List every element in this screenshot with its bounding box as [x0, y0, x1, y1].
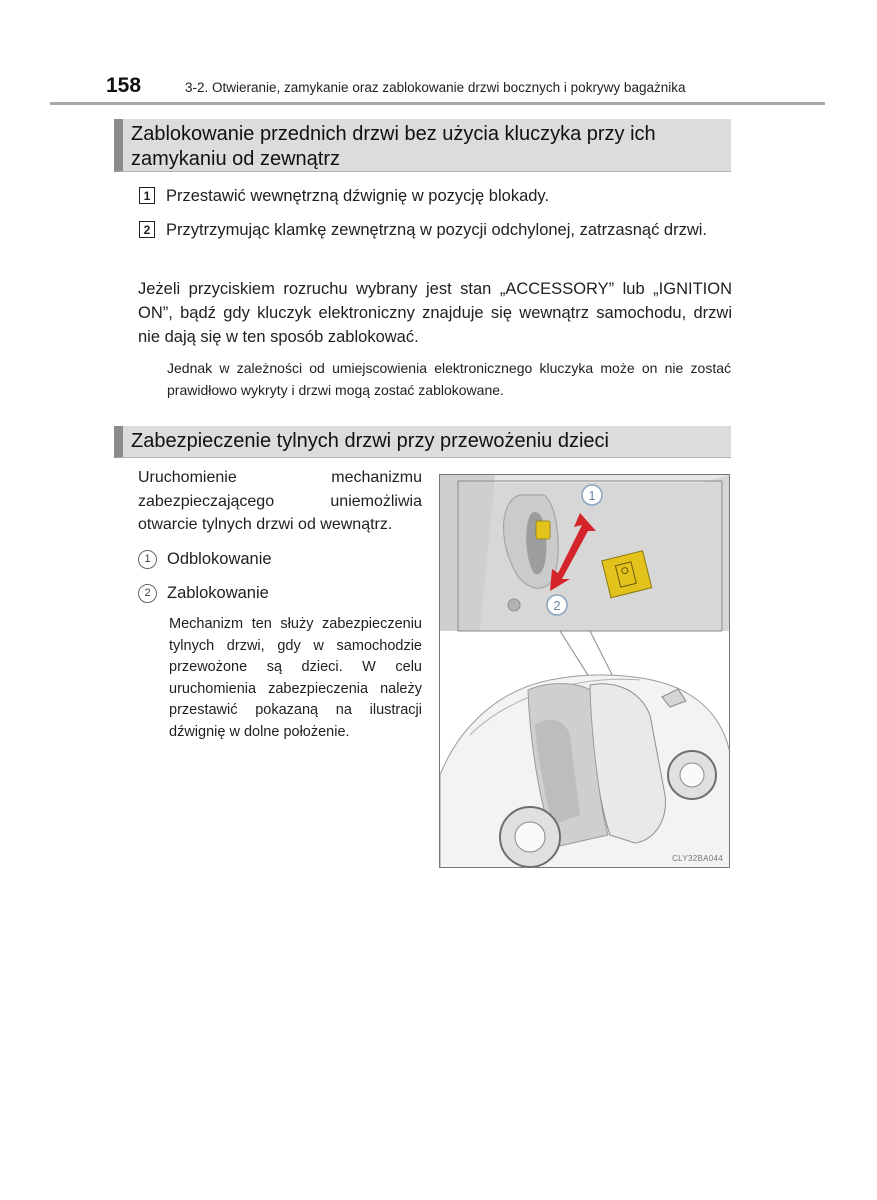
page-number: 158	[106, 74, 142, 97]
child-lock-intro: Uruchomienie mechanizmu zabezpieczającego uniemożliwia otwarcie tylnych drzwi od wewnątrz.	[138, 469, 422, 533]
circled-number: 2	[138, 584, 157, 603]
legend-label: Odblokowanie	[167, 550, 272, 568]
lock-lever	[536, 521, 550, 539]
heading-line-2: zamykaniu od zewnątrz	[131, 148, 340, 170]
header-rule	[50, 102, 825, 105]
legend-item-unlock	[138, 548, 272, 570]
child-lock-note: Mechanizm ten służy zabezpieczeniu tylnych drzwi, gdy w samochodzie przewożone są dzieci. W celu uruchomienia zabezpieczenia należy przestawić pokazaną na ilustracji dźwignię w dolne położenie.	[169, 616, 422, 740]
circled-number: 1	[138, 550, 157, 569]
callout-1: 1	[588, 488, 596, 503]
legend-label: Zablokowanie	[167, 584, 269, 602]
header-title: 3-2. Otwieranie, zamykanie oraz zablokowanie drzwi bocznych i pokrywy bagażnika	[185, 80, 686, 95]
note-paragraph: Jednak w zależności od umiejscowienia elektronicznego kluczyka może on nie zostać prawidłowo wykryty i drzwi mogą zostać zablokowane.	[167, 360, 731, 398]
warning-paragraph: Jeżeli przyciskiem rozruchu wybrany jest stan „ACCESSORY” lub „IGNITION ON”, bądź gdy kluczyk elektroniczny znajduje się wewnątrz samochodu, drzwi nie dają się w ten sposób zablokować.	[138, 280, 732, 346]
front-wheel-hub	[680, 763, 704, 787]
figure-code: CLY32BA044	[672, 854, 723, 863]
step-text: Przestawić wewnętrzną dźwignię w pozycję blokady.	[166, 187, 550, 205]
legend-item-lock	[138, 582, 269, 604]
car-illustration	[440, 475, 730, 868]
callout-2: 2	[553, 598, 561, 613]
child-lock-illustration	[439, 474, 730, 868]
step-number-box: 2	[139, 221, 155, 238]
section-heading-child-lock	[114, 426, 731, 458]
step-text: Przytrzymując klamkę zewnętrzną w pozycji odchylonej, zatrzasnąć drzwi.	[166, 221, 708, 239]
heading-text: Zabezpieczenie tylnych drzwi przy przewożeniu dzieci	[131, 430, 609, 452]
step-number-box: 1	[139, 187, 155, 204]
heading-line-1: Zablokowanie przednich drzwi bez użycia kluczyka przy ich	[131, 123, 656, 145]
door-bolt	[508, 599, 520, 611]
rear-wheel-hub	[515, 822, 545, 852]
section-heading-front-door-lock	[114, 119, 731, 172]
